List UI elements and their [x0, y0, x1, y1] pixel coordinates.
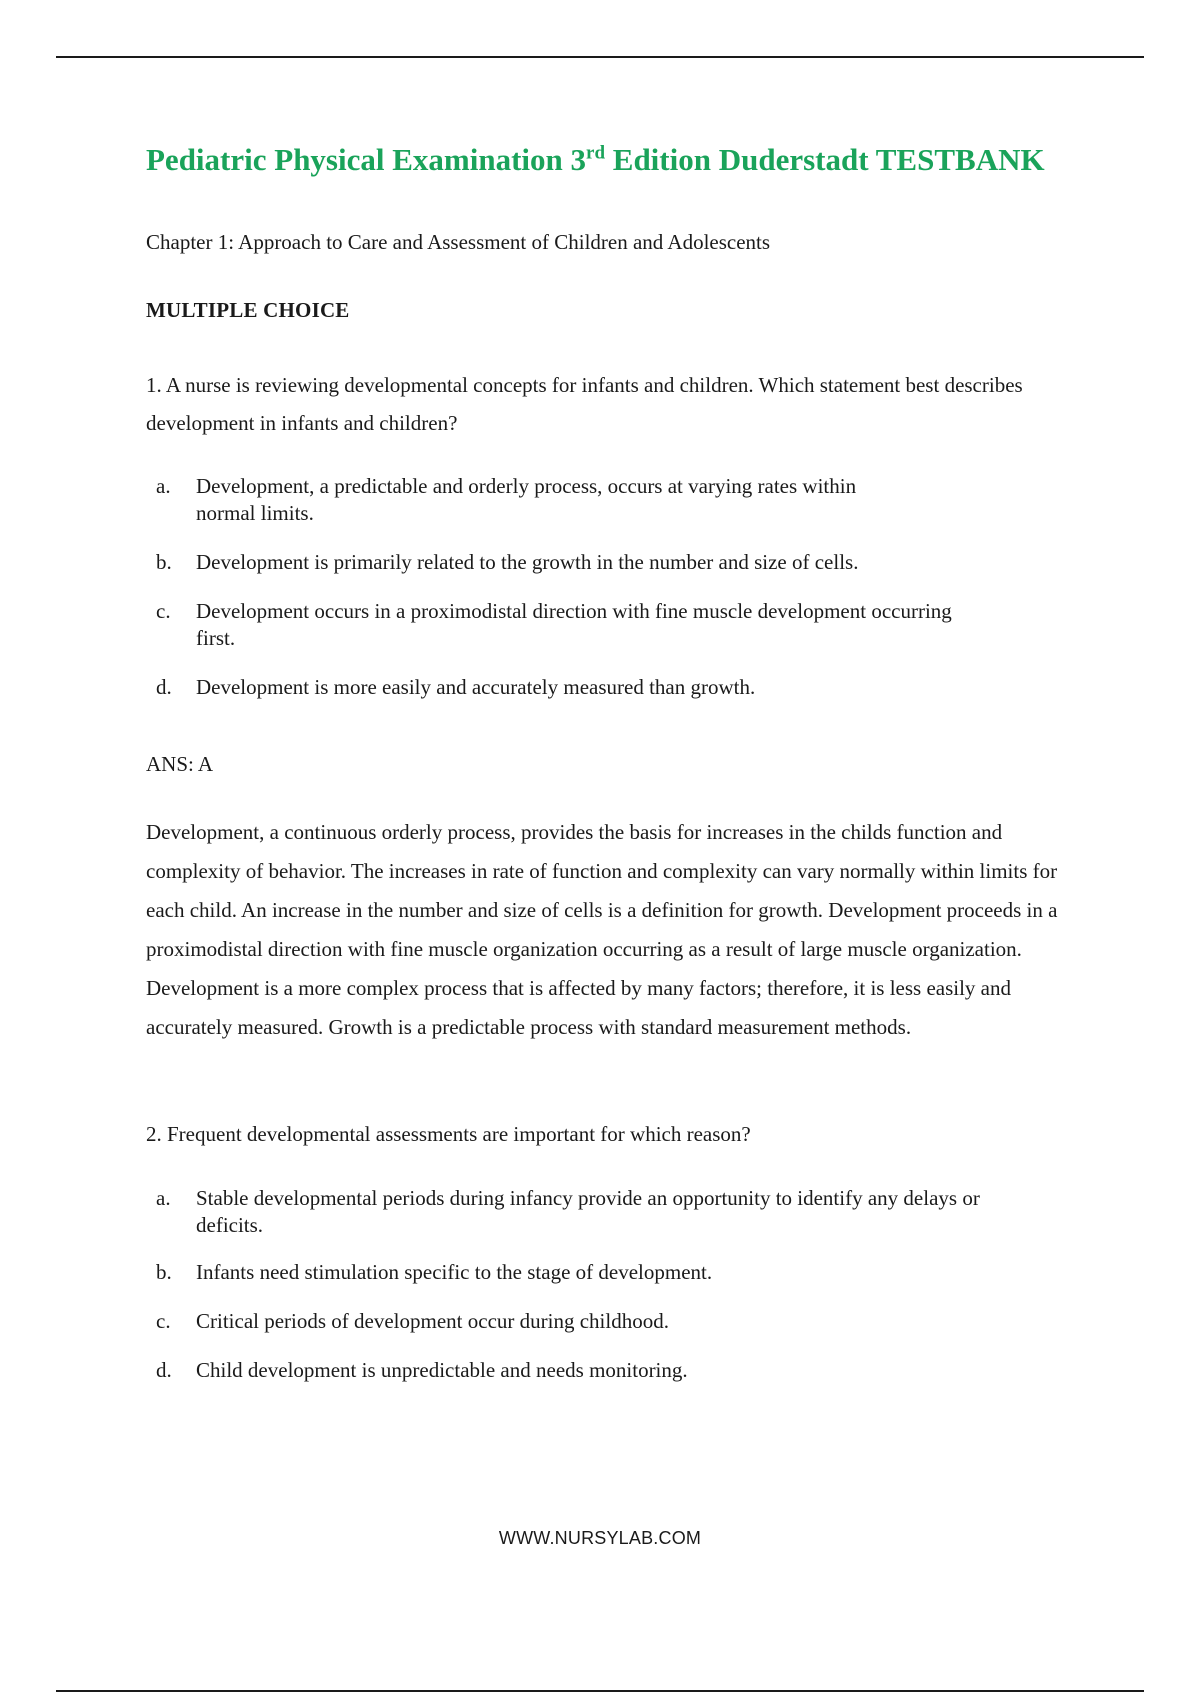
option-text: Development is more easily and accurately measured than growth. — [196, 675, 756, 699]
question-1-rationale: Development, a continuous orderly process, provides the basis for increases in the childs function and complexity of behavior. The increases in rate of function and complexity can vary normally within limits for each child. An increase in the number and size of cells is a definition for growth. Development proceeds in a proximodistal direction with fine muscle organization occurring as a result of large muscle organization. Development is a more complex process that is affected by many factors; therefore, it is less easily and accurately measured. Growth is a predictable process with standard measurement methods. — [146, 820, 1058, 1039]
option-letter: d. — [156, 1358, 172, 1382]
question-2-option-b — [156, 1259, 1036, 1286]
option-letter: a. — [156, 1186, 171, 1210]
bottom-rule — [56, 1690, 1144, 1692]
document-title — [146, 144, 1086, 175]
title-superscript: rd — [586, 142, 606, 164]
option-letter: d. — [156, 675, 172, 699]
option-text: Child development is unpredictable and needs monitoring. — [196, 1358, 688, 1382]
option-text: Development occurs in a proximodistal direction with fine muscle development occurring first. — [196, 599, 952, 650]
question-1-answer: ANS: A — [146, 752, 214, 776]
option-text: Stable developmental periods during infancy provide an opportunity to identify any delays or deficits. — [196, 1186, 980, 1237]
option-letter: b. — [156, 1260, 172, 1284]
question-1-option-a — [156, 473, 916, 527]
question-2-option-d — [156, 1357, 1036, 1384]
question-1-options — [156, 473, 1036, 701]
chapter-heading: Chapter 1: Approach to Care and Assessment of Children and Adolescents — [146, 230, 771, 254]
question-1-option-c — [156, 598, 996, 652]
question-2-options — [156, 1185, 1036, 1384]
question-2-stem: 2. Frequent developmental assessments are important for which reason? — [146, 1122, 751, 1146]
section-heading: MULTIPLE CHOICE — [146, 298, 350, 322]
top-rule — [56, 56, 1144, 58]
question-2-option-a — [156, 1185, 996, 1239]
question-1-stem: 1. A nurse is reviewing developmental concepts for infants and children. Which statement best describes development in infants and children? — [146, 373, 1023, 435]
option-text: Infants need stimulation specific to the stage of development. — [196, 1260, 713, 1284]
option-letter: c. — [156, 1309, 171, 1333]
option-letter: a. — [156, 474, 171, 498]
option-letter: b. — [156, 550, 172, 574]
title-main: Pediatric Physical Examination 3 — [146, 142, 587, 177]
option-text: Development is primarily related to the growth in the number and size of cells. — [196, 550, 859, 574]
question-1-option-d — [156, 674, 1036, 701]
question-1-option-b — [156, 549, 1036, 576]
title-rest: Edition Duderstadt TESTBANK — [605, 142, 1045, 177]
footer-website: WWW.NURSYLAB.COM — [498, 1528, 702, 1548]
question-2-option-c — [156, 1308, 1036, 1335]
option-text: Development, a predictable and orderly process, occurs at varying rates within normal limits. — [196, 474, 857, 525]
option-text: Critical periods of development occur during childhood. — [196, 1309, 669, 1333]
option-letter: c. — [156, 599, 171, 623]
